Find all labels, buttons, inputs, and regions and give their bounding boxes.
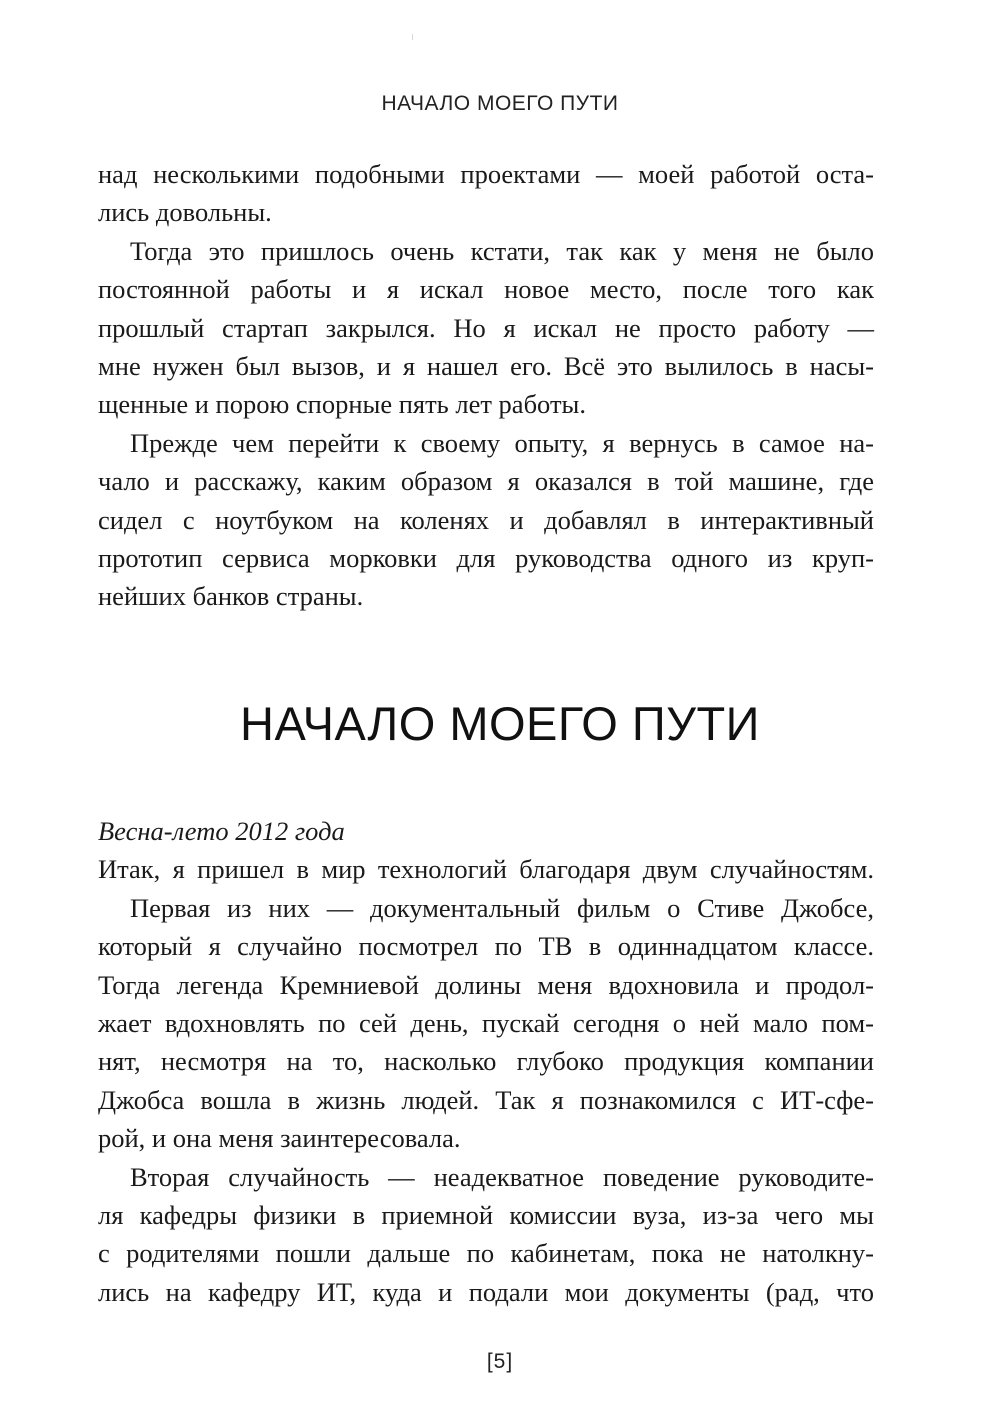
text-line: ля кафедры физики в приемной комиссии вуза, из-за чего мы: [98, 1199, 874, 1230]
text-line: нейших банков страны.: [98, 581, 364, 612]
scan-mark: [412, 34, 413, 40]
text-line: щенные и порою спорные пять лет работы.: [98, 389, 586, 420]
text-line: мне нужен был вызов, и я нашел его. Всё это вылилось в насы-: [98, 350, 874, 381]
text-line: Итак, я пришел в мир технологий благодаря двум случайностям.: [98, 854, 874, 885]
dateline: Весна-лето 2012 года: [98, 816, 345, 846]
text-line: Тогда это пришлось очень кстати, так как у меня не было: [130, 235, 874, 266]
text-line: прототип сервиса морковки для руководства одного из круп-: [98, 542, 874, 573]
text-line: который я случайно посмотрел по ТВ в одиннадцатом классе.: [98, 931, 874, 962]
running-head: НАЧАЛО МОЕГО ПУТИ: [381, 92, 619, 115]
text-line: чало и расскажу, каким образом я оказался в той машине, где: [98, 466, 874, 497]
text-line: над несколькими подобными проектами — моей работой оста-: [98, 159, 874, 189]
text-line: Прежде чем перейти к своему опыту, я вернусь в самое на-: [130, 427, 874, 458]
text-line: Джобса вошла в жизнь людей. Так я познакомился с ИТ-сфе-: [98, 1084, 874, 1115]
text-line: Тогда легенда Кремниевой долины меня вдохновила и продол-: [98, 969, 874, 1000]
text-line: лись на кафедру ИТ, куда и подали мои документы (рад, что: [98, 1276, 874, 1307]
page-number: [5]: [486, 1350, 514, 1373]
text-line: жает вдохновлять по сей день, пускай сегодня о ней мало пом-: [98, 1007, 874, 1038]
text-line: нят, несмотря на то, насколько глубоко продукция компании: [98, 1046, 874, 1077]
text-line: Первая из них — документальный фильм о Стиве Джобсе,: [130, 892, 874, 923]
text-line: рой, и она меня заинтересовала.: [98, 1123, 461, 1154]
text-line: прошлый стартап закрылся. Но я искал не просто работу —: [98, 312, 874, 343]
text-line: лись довольны.: [98, 197, 272, 228]
text-line: Вторая случайность — неадекватное поведение руководите-: [130, 1161, 874, 1192]
text-line: с родителями пошли дальше по кабинетам, пока не натолкну-: [98, 1238, 874, 1269]
text-line: постоянной работы и я искал новое место, после того как: [98, 274, 874, 305]
bottom-text-block: [98, 812, 874, 1311]
top-text-block: [98, 155, 874, 616]
text-line: сидел с ноутбуком на коленях и добавлял в интерактивный: [98, 504, 874, 535]
chapter-title: НАЧАЛО МОЕГО ПУТИ: [240, 697, 760, 750]
